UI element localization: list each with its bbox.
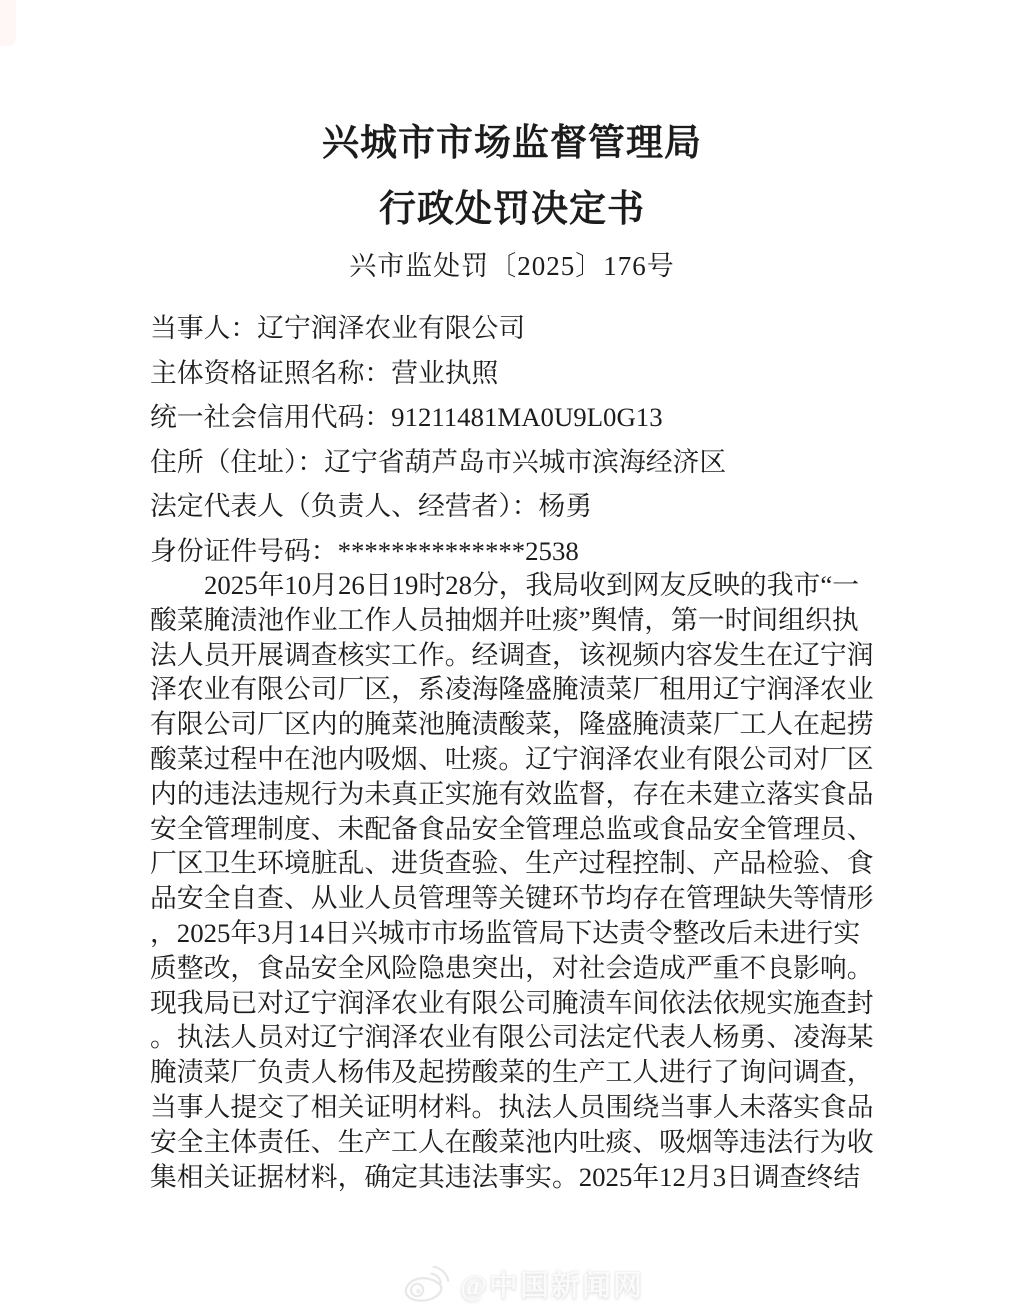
body-line: 酸菜腌渍池作业工作人员抽烟并吐痰”舆情，第一时间组织执 [150, 604, 859, 635]
body-line: 品安全自查、从业人员管理等关键环节均存在管理缺失等情形 [150, 883, 874, 914]
body-line: 内的违法违规行为未真正实施有效监督，存在未建立落实食品 [150, 778, 874, 809]
party-info-section [150, 306, 890, 574]
weibo-icon [398, 1262, 452, 1304]
field-party-name: 当事人：辽宁润泽农业有限公司 [150, 313, 526, 343]
body-line: 有限公司厂区内的腌菜池腌渍酸菜，隆盛腌渍菜厂工人在起捞 [150, 709, 874, 740]
document-number: 兴市监处罚〔2025〕176号 [349, 251, 675, 281]
body-line: 法人员开展调查核实工作。经调查，该视频内容发生在辽宁润 [150, 639, 874, 670]
body-line: 腌渍菜厂负责人杨伟及起捞酸菜的生产工人进行了询问调查， [150, 1057, 874, 1088]
body-line: 安全管理制度、未配备食品安全管理总监或食品安全管理员、 [150, 813, 874, 844]
document-title-line1: 兴城市市场监督管理局 [322, 123, 702, 164]
body-line: 质整改，食品安全风险隐患突出，对社会造成严重不良影响。 [150, 952, 874, 983]
body-line: 现我局已对辽宁润泽农业有限公司腌渍车间依法依规实施查封 [150, 987, 874, 1018]
body-line: 2025年10月26日19时28分，我局收到网友反映的我市“一 [204, 570, 860, 600]
document-title-line2: 行政处罚决定书 [379, 189, 645, 230]
scan-corner-artifact [0, 0, 16, 46]
field-address: 住所（住址）：辽宁省葫芦岛市兴城市滨海经济区 [150, 446, 727, 477]
field-license-type: 主体资格证照名称：营业执照 [150, 357, 499, 388]
body-line: ，2025年3月14日兴城市市场监管局下达责令整改后未进行实 [150, 917, 861, 948]
body-line: 安全主体责任、生产工人在酸菜池内吐痰、吸烟等违法行为收 [150, 1126, 874, 1157]
body-line: 泽农业有限公司厂区，系凌海隆盛腌渍菜厂租用辽宁润泽农业 [150, 674, 874, 705]
body-line: 酸菜过程中在池内吸烟、吐痰。辽宁润泽农业有限公司对厂区 [150, 743, 874, 774]
body-line: 集相关证据材料，确定其违法事实。2025年12月3日调查终结 [150, 1161, 861, 1192]
decision-body-section [150, 568, 886, 1194]
body-line: 厂区卫生环境脏乱、进货查验、生产过程控制、产品检验、食 [150, 848, 874, 879]
body-line: 当事人提交了相关证明材料。执法人员围绕当事人未落实食品 [150, 1091, 874, 1122]
body-line: 。执法人员对辽宁润泽农业有限公司法定代表人杨勇、凌海某 [150, 1022, 874, 1053]
watermark-handle: @中国新闻网 [460, 1269, 644, 1302]
field-id-number: 身份证件号码：**************2538 [150, 535, 579, 566]
watermark [398, 1262, 644, 1304]
field-credit-code: 统一社会信用代码：91211481MA0U9L0G13 [150, 402, 663, 433]
field-legal-representative: 法定代表人（负责人、经营者）：杨勇 [150, 491, 593, 522]
